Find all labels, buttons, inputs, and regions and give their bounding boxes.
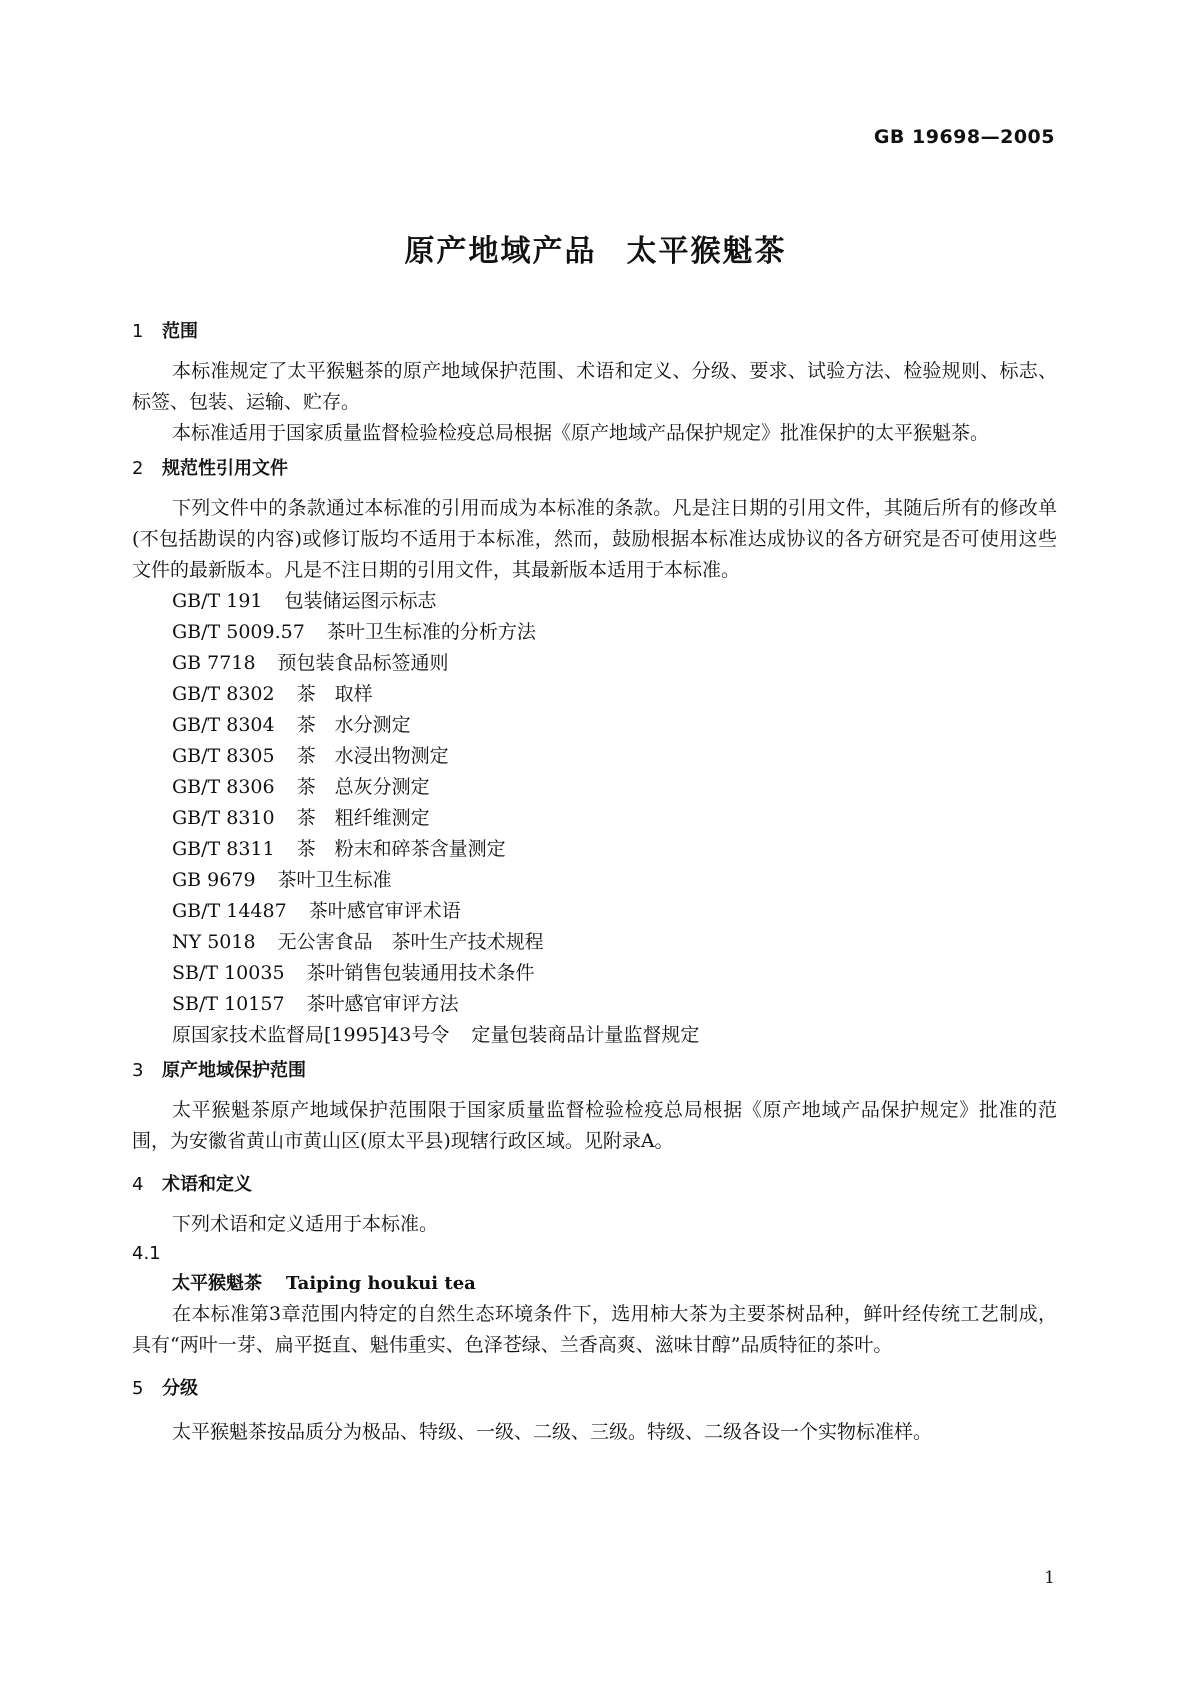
- reference-item: GB/T 8302 茶 取样: [172, 683, 373, 705]
- section-1-heading: 1 范围: [132, 321, 198, 342]
- reference-item: NY 5018 无公害食品 茶叶生产技术规程: [172, 931, 544, 953]
- reference-item: SB/T 10035 茶叶销售包装通用技术条件: [172, 962, 535, 984]
- reference-item: GB 9679 茶叶卫生标准: [172, 869, 392, 891]
- section-1-paragraph-2: 本标准适用于国家质量监督检验检疫总局根据《原产地域产品保护规定》批准保护的太平猴魁茶。: [172, 422, 990, 444]
- section-5-paragraph: 太平猴魁茶按品质分为极品、特级、一级、二级、三级。特级、二级各设一个实物标准样。: [172, 1421, 933, 1443]
- reference-item: GB/T 191 包装储运图示标志: [172, 590, 437, 612]
- section-5-heading: 5 分级: [132, 1378, 198, 1399]
- reference-item: GB/T 5009.57 茶叶卫生标准的分析方法: [172, 621, 536, 643]
- term-definition: 在本标准第3章范围内特定的自然生态环境条件下，选用柿大茶为主要茶树品种，鲜叶经传统工艺制成，具有“两叶一芽、扁平挺直、魁伟重实、色泽苍绿、兰香高爽、滋味甘醇”品质特征的茶叶。: [132, 1303, 1057, 1356]
- section-2-heading: 2 规范性引用文件: [132, 458, 288, 479]
- term-chinese: 太平猴魁茶: [172, 1273, 262, 1294]
- subsection-number: 4.1: [132, 1243, 161, 1264]
- term-heading: [172, 1268, 1057, 1299]
- title-part-1: 原产地域产品: [404, 234, 597, 269]
- reference-item: GB/T 8305 茶 水浸出物测定: [172, 745, 449, 767]
- standard-code: GB 19698—2005: [873, 126, 1055, 148]
- term-english: Taiping houkui tea: [286, 1273, 476, 1294]
- section-4-paragraph: 下列术语和定义适用于本标准。: [172, 1213, 439, 1235]
- section-3-heading: 3 原产地域保护范围: [132, 1060, 306, 1081]
- reference-item: GB 7718 预包装食品标签通则: [172, 652, 449, 674]
- reference-item: GB/T 14487 茶叶感官审评术语: [172, 900, 461, 922]
- page-number: 1: [1044, 1568, 1055, 1588]
- reference-item: GB/T 8310 茶 粗纤维测定: [172, 807, 430, 829]
- document-title: [0, 226, 1191, 270]
- title-part-2: 太平猴魁茶: [626, 234, 787, 269]
- reference-item: 原国家技术监督局[1995]43号令 定量包装商品计量监督规定: [172, 1024, 700, 1046]
- reference-item: GB/T 8304 茶 水分测定: [172, 714, 411, 736]
- section-2-paragraph: 下列文件中的条款通过本标准的引用而成为本标准的条款。凡是注日期的引用文件，其随后所有的修改单(不包括勘误的内容)或修订版均不适用于本标准，然而，鼓励根据本标准达成协议的各方研究是否可使用这些文件的最新版本。凡是不注日期的引用文件，其最新版本适用于本标准。: [132, 497, 1057, 581]
- reference-list: [132, 586, 1057, 1051]
- section-1-paragraph-1: 本标准规定了太平猴魁茶的原产地域保护范围、术语和定义、分级、要求、试验方法、检验规则、标志、标签、包装、运输、贮存。: [132, 360, 1057, 413]
- section-3-paragraph: 太平猴魁茶原产地域保护范围限于国家质量监督检验检疫总局根据《原产地域产品保护规定》批准的范围，为安徽省黄山市黄山区(原太平县)现辖行政区域。见附录A。: [132, 1099, 1057, 1152]
- document-body: [132, 318, 1057, 1448]
- section-4-heading: 4 术语和定义: [132, 1174, 252, 1195]
- reference-item: GB/T 8306 茶 总灰分测定: [172, 776, 430, 798]
- reference-item: GB/T 8311 茶 粉末和碎茶含量测定: [172, 838, 506, 860]
- reference-item: SB/T 10157 茶叶感官审评方法: [172, 993, 459, 1015]
